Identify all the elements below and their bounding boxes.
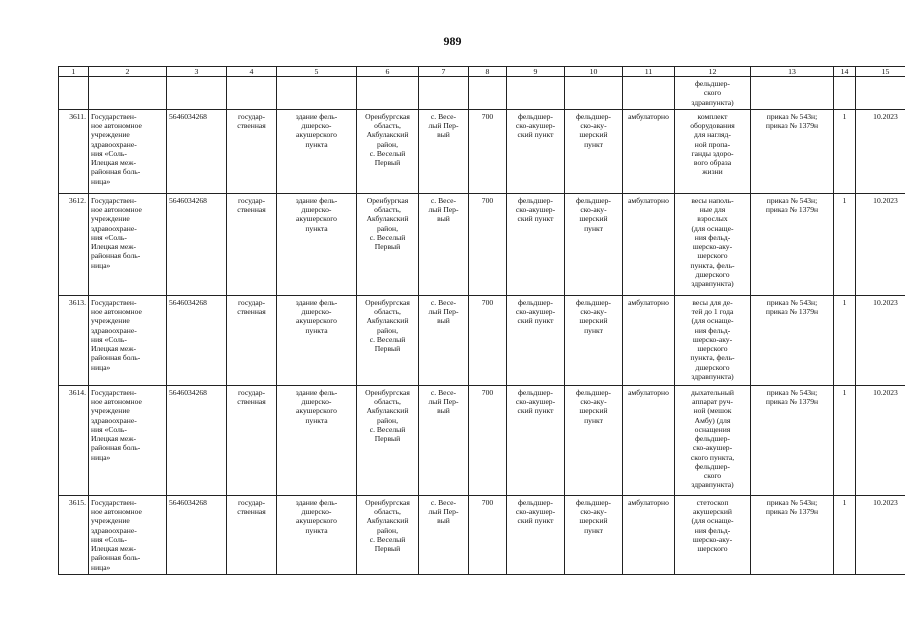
ownership-form: государ- ственная	[227, 495, 277, 574]
row-number: 3614.	[59, 385, 89, 495]
order-reference: приказ № 543н; приказ № 1379н	[751, 385, 834, 495]
building-type: здание фель- дшерско- акушерского пункта	[277, 193, 357, 295]
column-header: 11	[623, 67, 675, 77]
column-header: 14	[834, 67, 856, 77]
page-number: 989	[443, 34, 462, 48]
date: 10.2023	[856, 193, 905, 295]
row-number: 3612.	[59, 193, 89, 295]
unit-type: фельдшер- ско-аку- шерский пункт	[565, 295, 623, 385]
table-row	[59, 109, 905, 193]
date: 10.2023	[856, 295, 905, 385]
count: 700	[469, 495, 507, 574]
row-number: 3611.	[59, 109, 89, 193]
date: 10.2023	[856, 109, 905, 193]
date: 10.2023	[856, 385, 905, 495]
locality: с. Весе- лый Пер- вый	[419, 495, 469, 574]
count: 700	[469, 193, 507, 295]
organization-name: Государствен- ное автономное учреждение здравоохране- ния «Соль- Илецкая меж- районная боль- ница»	[89, 109, 167, 193]
inn: 5646034268	[167, 193, 227, 295]
unit-type: фельдшер- ско-аку- шерский пункт	[565, 109, 623, 193]
column-header: 8	[469, 67, 507, 77]
table-row	[59, 295, 905, 385]
register-table	[58, 66, 905, 575]
quantity: 1	[834, 295, 856, 385]
table-row	[59, 193, 905, 295]
order-reference: приказ № 543н; приказ № 1379н	[751, 495, 834, 574]
building-type: здание фель- дшерско- акушерского пункта	[277, 495, 357, 574]
locality: с. Весе- лый Пер- вый	[419, 295, 469, 385]
address: Оренбургская область, Акбулакский район, с. Веселый Первый	[357, 295, 419, 385]
ownership-form: государ- ственная	[227, 193, 277, 295]
column-header: 15	[856, 67, 905, 77]
column-header: 12	[675, 67, 751, 77]
column-header: 5	[277, 67, 357, 77]
inn: 5646034268	[167, 385, 227, 495]
locality: с. Весе- лый Пер- вый	[419, 109, 469, 193]
facility-type: фельдшер- ско-акушер- ский пункт	[507, 495, 565, 574]
column-header: 9	[507, 67, 565, 77]
count: 700	[469, 295, 507, 385]
column-number-row	[59, 67, 905, 77]
locality: с. Весе- лый Пер- вый	[419, 385, 469, 495]
unit-type: фельдшер- ско-аку- шерский пункт	[565, 193, 623, 295]
table-row	[59, 495, 905, 574]
organization-name: Государствен- ное автономное учреждение здравоохране- ния «Соль- Илецкая меж- районная боль- ница»	[89, 385, 167, 495]
care-condition: амбулаторно	[623, 295, 675, 385]
facility-type: фельдшер- ско-акушер- ский пункт	[507, 385, 565, 495]
building-type: здание фель- дшерско- акушерского пункта	[277, 109, 357, 193]
column-header: 2	[89, 67, 167, 77]
quantity: 1	[834, 495, 856, 574]
column-header: 6	[357, 67, 419, 77]
facility-type: фельдшер- ско-акушер- ский пункт	[507, 193, 565, 295]
order-reference: приказ № 543н; приказ № 1379н	[751, 193, 834, 295]
address: Оренбургкая область, Акбулакский район, с. Веселый Первый	[357, 193, 419, 295]
continuation-row	[59, 77, 905, 110]
unit-type: фельдшер- ско-аку- шерский пункт	[565, 385, 623, 495]
address: Оренбургская область, Акбулакский район, с. Веселый Первый	[357, 109, 419, 193]
continuation-equipment: фельдшер- ского здравпункта)	[675, 77, 751, 110]
column-header: 10	[565, 67, 623, 77]
address: Оренбургская область, Акбулакский район, с. Веселый Первый	[357, 385, 419, 495]
equipment-name: весы наполь- ные для взрослых (для оснаще- ния фельд- шерско-аку- шерского пункта, фель- дшерского здравпункта)	[675, 193, 751, 295]
equipment-name: стетоскоп акушерский (для оснаще- ния фельд- шерско-аку- шерского	[675, 495, 751, 574]
building-type: здание фель- дшерско- акушерского пункта	[277, 295, 357, 385]
inn: 5646034268	[167, 109, 227, 193]
column-header: 3	[167, 67, 227, 77]
column-header: 13	[751, 67, 834, 77]
ownership-form: государ- ственная	[227, 295, 277, 385]
table-row	[59, 385, 905, 495]
ownership-form: государ- ственная	[227, 385, 277, 495]
address: Оренбургская область, Акбулакский район, с. Веселый Первый	[357, 495, 419, 574]
organization-name: Государствен- ное автономное учреждение здравоохране- ния «Соль- Илецкая меж- районная боль- ница»	[89, 295, 167, 385]
unit-type: фельдшер- ско-аку- шерский пункт	[565, 495, 623, 574]
care-condition: амбулаторно	[623, 193, 675, 295]
count: 700	[469, 109, 507, 193]
care-condition: амбулаторно	[623, 495, 675, 574]
equipment-name: дыхательный аппарат руч- ной (мешок Амбу) (для оснащения фельдшер- ско-акушер- ского пункта, фельдшер- ского здравпункта)	[675, 385, 751, 495]
facility-type: фельдшер- ско-акушер- ский пункт	[507, 295, 565, 385]
care-condition: амбулаторно	[623, 385, 675, 495]
equipment-name: весы для де- тей до 1 года (для оснаще- ния фельд- шерско-аку- шерского пункта, фель- дшерского здравпункта)	[675, 295, 751, 385]
quantity: 1	[834, 193, 856, 295]
organization-name: Государствен- ное автономное учреждение здравоохране- ния «Соль- Илецкая меж- районная боль- ница»	[89, 193, 167, 295]
column-header: 4	[227, 67, 277, 77]
organization-name: Государствен- ное автономное учреждение здравоохране- ния «Соль- Илецкая меж- районная боль- ница»	[89, 495, 167, 574]
building-type: здание фель- дшерско- акушерского пункта	[277, 385, 357, 495]
inn: 5646034268	[167, 495, 227, 574]
order-reference: приказ № 543н; приказ № 1379н	[751, 295, 834, 385]
column-header: 7	[419, 67, 469, 77]
count: 700	[469, 385, 507, 495]
equipment-name: комплект оборудования для нагляд- ной пропа- ганды здоро- вого образа жизни	[675, 109, 751, 193]
facility-type: фельдшер- ско-акушер- ский пункт	[507, 109, 565, 193]
row-number: 3615.	[59, 495, 89, 574]
inn: 5646034268	[167, 295, 227, 385]
column-header: 1	[59, 67, 89, 77]
care-condition: амбулаторно	[623, 109, 675, 193]
quantity: 1	[834, 385, 856, 495]
locality: с. Весе- лый Пер- вый	[419, 193, 469, 295]
quantity: 1	[834, 109, 856, 193]
row-number: 3613.	[59, 295, 89, 385]
date: 10.2023	[856, 495, 905, 574]
ownership-form: государ- ственная	[227, 109, 277, 193]
order-reference: приказ № 543н; приказ № 1379н	[751, 109, 834, 193]
